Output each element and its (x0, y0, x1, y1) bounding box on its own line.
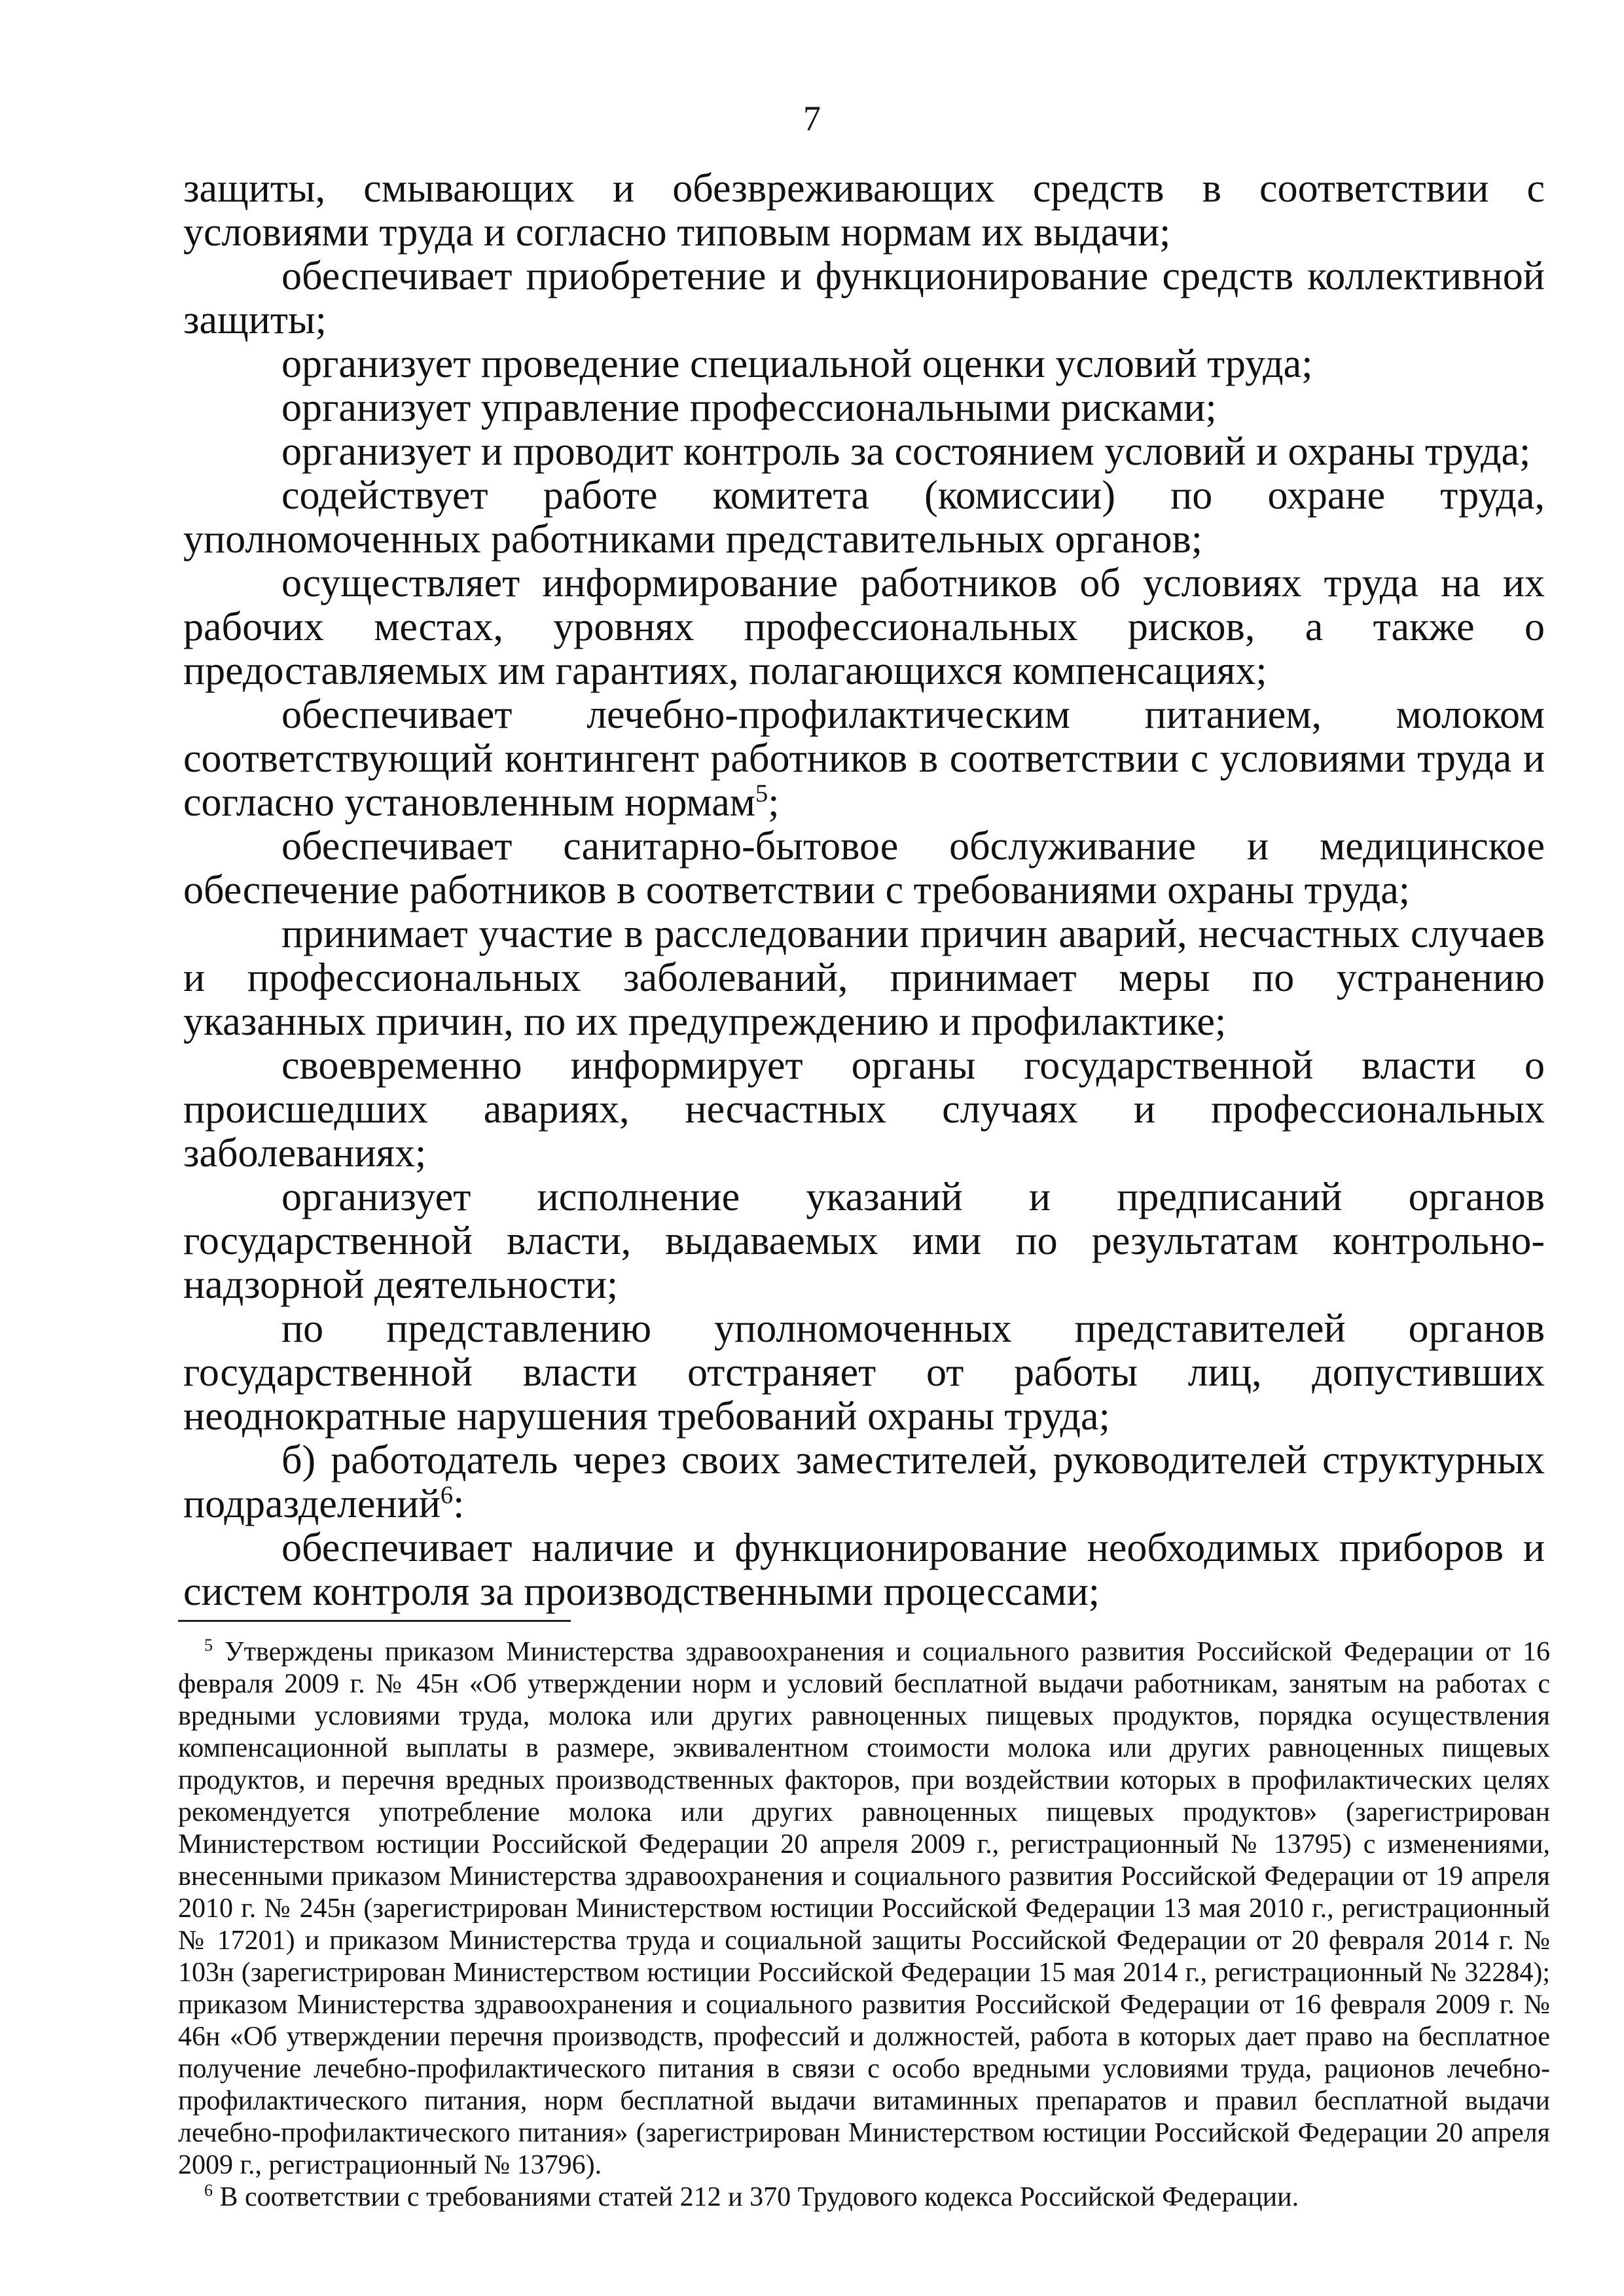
paragraph: обеспечивает санитарно-бытовое обслуживание и медицинское обеспечение работников в соответствии с требованиями охраны труда; (183, 824, 1545, 912)
footnote: $^5$ Утверждены приказом Министерства здравоохранения и социального развития Российской Федерации от 16 февраля 2009 г. № 45н «Об утверждении норм и условий бесплатной выдачи работникам, занятым на работах с вредными условиями труда, молока или других равноценных пищевых продуктов, порядка осуществления компенсационной выплаты в размере, эквивалентном стоимости молока или других равноценных пищевых продуктов, и перечня вредных производственных факторов, при воздействии которых в профилактических целях рекомендуется употребление молока или других равноценных пищевых продуктов» (зарегистрирован Министерством юстиции Российской Федерации 20 апреля 2009 г., регистрационный № 13795) с изменениями, внесенными приказом Министерства здравоохранения и социального развития Российской Федерации от 19 апреля 2010 г. № 245н (зарегистрирован Министерством юстиции Российской Федерации 13 мая 2010 г., регистрационный № 17201) и приказом Министерства труда и социальной защиты Российской Федерации от 20 февраля 2014 г. № 103н (зарегистрирован Министерством юстиции Российской Федерации 15 мая 2014 г., регистрационный № 32284); приказом Министерства здравоохранения и социального развития Российской Федерации от 16 февраля 2009 г. № 46н «Об утверждении перечня производств, профессий и должностей, работа в которых дает право на бесплатное получение лечебно-профилактического питания в связи с особо вредными условиями труда, рационов лечебно-профилактического питания, норм бесплатной выдачи витаминных препаратов и правил бесплатной выдачи лечебно-профилактического питания» (зарегистрирован Министерством юстиции Российской Федерации 20 апреля 2009 г., регистрационный № 13796). (178, 1636, 1550, 2180)
paragraph: осуществляет информирование работников об условиях труда на их рабочих местах, уровнях профессиональных рисков, а также о предоставляемых им гарантиях, полагающихся компенсациях; (183, 561, 1545, 693)
footnote: $^6$ В соответствии с требованиями статей 212 и 370 Трудового кодекса Российской Федерации. (204, 2181, 1299, 2212)
footnote-marker: 5 (204, 1636, 213, 1655)
footnotes (178, 1636, 1550, 2214)
paragraph: содействует работе комитета (комиссии) по охране труда, уполномоченных работниками представительных органов; (183, 473, 1545, 562)
paragraph: организует управление профессиональными рисками; (281, 386, 1217, 430)
paragraph: защиты, смывающих и обезвреживающих средств в соответствии с условиями труда и согласно типовым нормам их выдачи; (183, 166, 1545, 255)
footnote-ref[interactable]: 5 (755, 780, 768, 808)
paragraph: организует проведение специальной оценки условий труда; (281, 342, 1313, 386)
page-number: 7 (803, 99, 821, 138)
paragraph: по представлению уполномоченных представителей органов государственной власти отстраняет от работы лиц, допустивших неоднократные нарушения требований охраны труда; (183, 1306, 1545, 1439)
paragraph: обеспечивает наличие и функционирование необходимых приборов и систем контроля за производственными процессами; (183, 1526, 1545, 1614)
footnote-divider (178, 1620, 571, 1622)
footnote-marker: 6 (204, 2181, 213, 2200)
paragraph: своевременно информирует органы государственной власти о происшедших авариях, несчастных случаях и профессиональных заболеваниях; (183, 1043, 1545, 1175)
paragraph: организует исполнение указаний и предписаний органов государственной власти, выдаваемых ими по результатам контрольно-надзорной деятельности; (183, 1175, 1545, 1307)
paragraph: принимает участие в расследовании причин аварий, несчастных случаев и профессиональных заболеваний, принимает меры по устранению указанных причин, по их предупреждению и профилактике; (183, 912, 1545, 1044)
paragraph: обеспечивает приобретение и функционирование средств коллективной защиты; (183, 254, 1545, 342)
body-text (183, 167, 1545, 1614)
paragraph: б) работодатель через своих заместителей, руководителей структурных подразделений$^6$: (183, 1438, 1545, 1526)
paragraph: организует и проводит контроль за состоянием условий и охраны труда; (281, 429, 1531, 474)
footnote-ref[interactable]: 6 (440, 1481, 454, 1509)
paragraph: обеспечивает лечебно-профилактическим питанием, молоком соответствующий контингент работников в соответствии с условиями труда и согласно установленным нормам$^5$; (183, 692, 1545, 825)
